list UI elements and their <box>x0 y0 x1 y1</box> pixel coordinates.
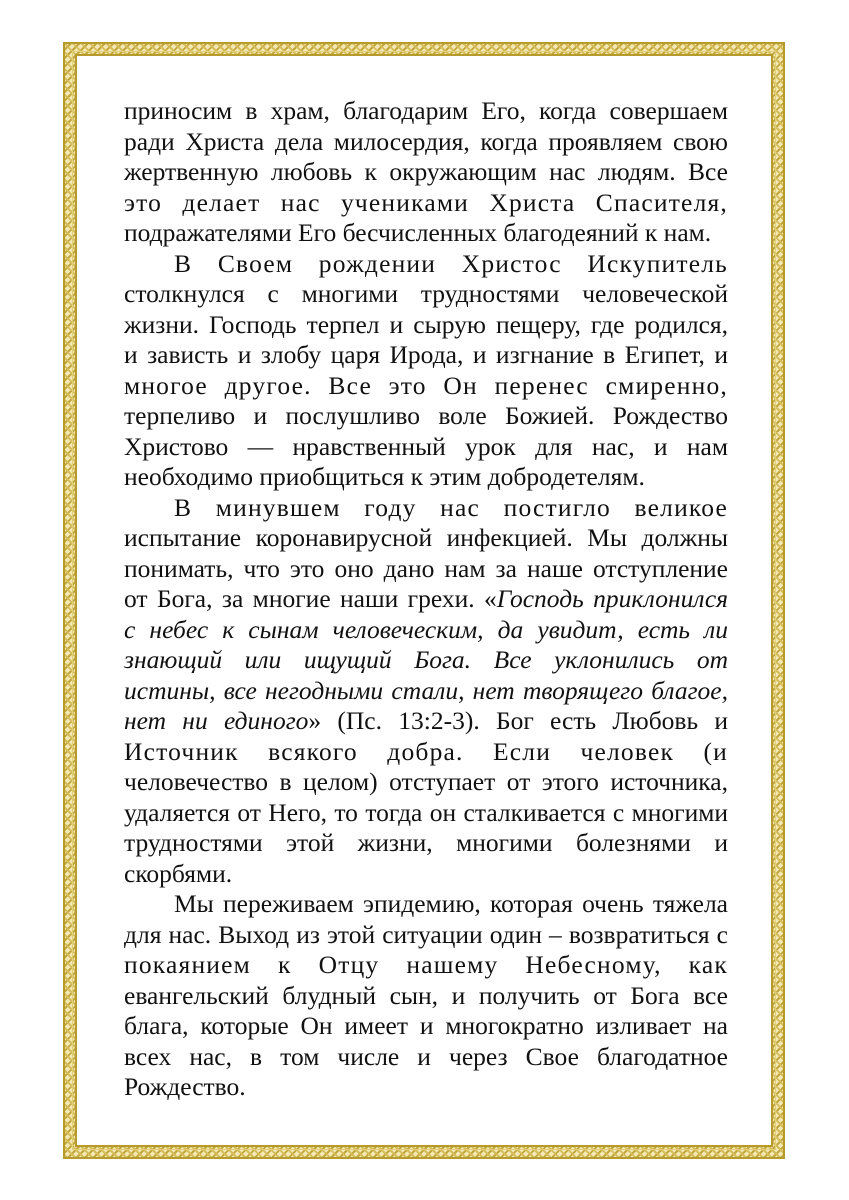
scripture-quote: Господь приклонился <box>496 584 728 613</box>
text-line: приносим в храм, благодарим Его, когда совершаем <box>124 96 728 125</box>
body-text <box>124 96 728 1103</box>
text-line: понимать, что это оно дано нам за наше отступление <box>124 553 728 583</box>
scripture-quote: нет ни единого <box>124 706 309 735</box>
text-line: жертвенную любовь к окружающим нас людям. Все <box>124 157 728 186</box>
text-line: Источник всякого добра. Если человек (и <box>124 736 728 766</box>
text-line: ради Христа дела милосердия, когда проявляем свою <box>124 126 728 156</box>
scripture-quote: с небес к сынам человеческим, да увидит, есть ли <box>124 614 728 644</box>
text-line-part: от Бога, за многие наши грехи. « <box>124 584 497 613</box>
paragraph-start: В Своем рождении Христос Искупитель <box>174 248 728 278</box>
paragraph-start: Мы переживаем эпидемию, которая очень тяжела <box>174 889 728 918</box>
scripture-quote: истины, все негодными стали, нет творящего благое, <box>124 675 728 705</box>
text-line: и зависть и злобу царя Ирода, и изгнание в Египет, и <box>124 340 728 369</box>
text-line: испытание коронавирусной инфекцией. Мы должны <box>124 523 728 552</box>
text-line: необходимо приобщиться к этим добродетелям. <box>124 462 645 491</box>
text-line: блага, которые Он имеет и многократно изливает на <box>124 1011 728 1040</box>
scripture-reference: » (Пс. 13:2-3). Бог есть Любовь и <box>308 706 728 735</box>
text-line: Христово — нравственный урок для нас, и нам <box>124 431 728 461</box>
text-line: скорбями. <box>124 858 233 888</box>
text-line: это делает нас учениками Христа Спасителя, <box>124 187 728 217</box>
text-line: человечество в целом) отступает от этого источника, <box>124 767 728 796</box>
text-line: терпеливо и послушливо воле Божией. Рождество <box>124 401 728 430</box>
text-line: для нас. Выход из этой ситуации один – возвратиться с <box>124 919 728 949</box>
scripture-quote: знающий или ищущий Бога. Все уклонились от <box>124 645 728 674</box>
text-line: трудностями этой жизни, многими болезнями и <box>124 828 728 857</box>
text-line: многое другое. Все это Он перенес смиренно, <box>124 370 728 400</box>
text-line: покаянием к Отцу нашему Небесному, как <box>124 950 728 979</box>
text-line: жизни. Господь терпел и сырую пещеру, где родился, <box>124 309 728 339</box>
text-line: столкнулся с многими трудностями человеческой <box>124 279 728 308</box>
text-line: подражателями Его бесчисленных благодеяний к нам. <box>124 218 712 247</box>
text-line <box>124 584 728 615</box>
text-line: Рождество. <box>124 1072 246 1101</box>
text-line: удаляется от Него, то тогда он сталкивается с многими <box>124 797 728 827</box>
text-line: евангельский блудный сын, и получить от Бога все <box>124 980 728 1010</box>
paragraph-start: В минувшем году нас постигло великое <box>174 492 728 522</box>
text-line: всех нас, в том числе и через Свое благодатное <box>124 1041 728 1071</box>
text-line <box>124 706 728 737</box>
